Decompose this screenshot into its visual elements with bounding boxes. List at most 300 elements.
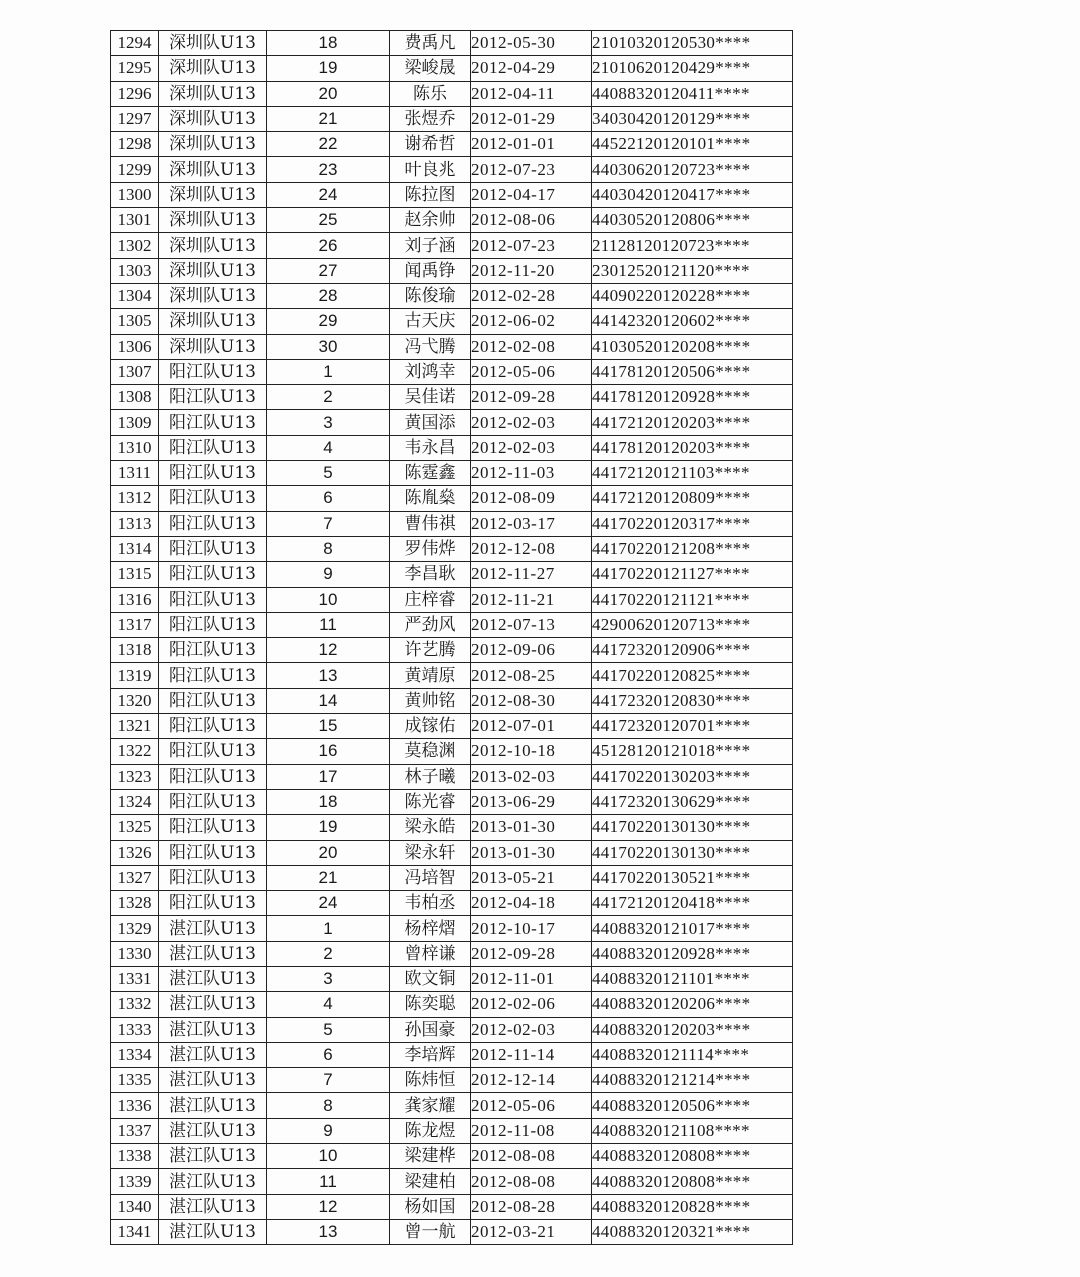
- table-row: [111, 1042, 793, 1067]
- jersey-number-cell: 2: [267, 385, 390, 410]
- id-number-cell: 44088320120411****: [592, 81, 793, 106]
- jersey-number-cell: 12: [267, 1194, 390, 1219]
- row-index-cell: 1336: [111, 1093, 159, 1118]
- table-row: [111, 309, 793, 334]
- birth-date-cell: 2012-08-08: [471, 1144, 592, 1169]
- birth-date-cell: 2012-02-28: [471, 283, 592, 308]
- birth-date-cell: 2012-08-30: [471, 688, 592, 713]
- team-cell: 湛江队U13: [159, 1118, 267, 1143]
- player-name-cell: 梁建桦: [390, 1144, 471, 1169]
- birth-date-cell: 2012-02-03: [471, 410, 592, 435]
- jersey-number-cell: 17: [267, 764, 390, 789]
- team-cell: 阳江队U13: [159, 612, 267, 637]
- player-name-cell: 刘子涵: [390, 233, 471, 258]
- team-cell: 深圳队U13: [159, 309, 267, 334]
- birth-date-cell: 2013-01-30: [471, 815, 592, 840]
- table-row: [111, 157, 793, 182]
- table-row: [111, 56, 793, 81]
- team-cell: 深圳队U13: [159, 106, 267, 131]
- id-number-cell: 44088320121017****: [592, 916, 793, 941]
- player-name-cell: 莫稳渊: [390, 739, 471, 764]
- team-cell: 阳江队U13: [159, 461, 267, 486]
- table-row: [111, 1194, 793, 1219]
- table-row: [111, 1219, 793, 1244]
- id-number-cell: 44170220130521****: [592, 865, 793, 890]
- id-number-cell: 44088320120808****: [592, 1144, 793, 1169]
- jersey-number-cell: 19: [267, 815, 390, 840]
- row-index-cell: 1315: [111, 562, 159, 587]
- jersey-number-cell: 13: [267, 663, 390, 688]
- jersey-number-cell: 15: [267, 714, 390, 739]
- birth-date-cell: 2012-08-09: [471, 486, 592, 511]
- id-number-cell: 44088320121108****: [592, 1118, 793, 1143]
- team-cell: 阳江队U13: [159, 663, 267, 688]
- player-name-cell: 杨如国: [390, 1194, 471, 1219]
- table-row: [111, 461, 793, 486]
- table-row: [111, 258, 793, 283]
- jersey-number-cell: 24: [267, 891, 390, 916]
- player-name-cell: 李昌耿: [390, 562, 471, 587]
- jersey-number-cell: 1: [267, 916, 390, 941]
- id-number-cell: 44088320121114****: [592, 1042, 793, 1067]
- table-row: [111, 840, 793, 865]
- id-number-cell: 44178120120928****: [592, 385, 793, 410]
- team-cell: 深圳队U13: [159, 233, 267, 258]
- birth-date-cell: 2012-10-17: [471, 916, 592, 941]
- table-row: [111, 132, 793, 157]
- birth-date-cell: 2012-09-06: [471, 638, 592, 663]
- table-row: [111, 789, 793, 814]
- id-number-cell: 44088320120928****: [592, 941, 793, 966]
- row-index-cell: 1334: [111, 1042, 159, 1067]
- row-index-cell: 1323: [111, 764, 159, 789]
- id-number-cell: 21010620120429****: [592, 56, 793, 81]
- team-cell: 湛江队U13: [159, 1042, 267, 1067]
- roster-body: [111, 31, 793, 1245]
- row-index-cell: 1341: [111, 1219, 159, 1244]
- jersey-number-cell: 20: [267, 81, 390, 106]
- table-row: [111, 233, 793, 258]
- table-row: [111, 334, 793, 359]
- birth-date-cell: 2012-11-27: [471, 562, 592, 587]
- id-number-cell: 44088320120203****: [592, 1017, 793, 1042]
- jersey-number-cell: 7: [267, 1068, 390, 1093]
- table-row: [111, 764, 793, 789]
- team-cell: 阳江队U13: [159, 435, 267, 460]
- jersey-number-cell: 7: [267, 511, 390, 536]
- table-row: [111, 385, 793, 410]
- team-cell: 阳江队U13: [159, 714, 267, 739]
- team-cell: 阳江队U13: [159, 385, 267, 410]
- id-number-cell: 44088320121101****: [592, 966, 793, 991]
- row-index-cell: 1324: [111, 789, 159, 814]
- player-name-cell: 陈霆鑫: [390, 461, 471, 486]
- team-cell: 湛江队U13: [159, 1194, 267, 1219]
- player-name-cell: 韦永昌: [390, 435, 471, 460]
- row-index-cell: 1310: [111, 435, 159, 460]
- player-name-cell: 龚家耀: [390, 1093, 471, 1118]
- table-row: [111, 562, 793, 587]
- team-cell: 湛江队U13: [159, 916, 267, 941]
- row-index-cell: 1303: [111, 258, 159, 283]
- id-number-cell: 44088320120828****: [592, 1194, 793, 1219]
- team-cell: 阳江队U13: [159, 789, 267, 814]
- table-row: [111, 106, 793, 131]
- jersey-number-cell: 25: [267, 208, 390, 233]
- birth-date-cell: 2012-11-08: [471, 1118, 592, 1143]
- id-number-cell: 23012520121120****: [592, 258, 793, 283]
- team-cell: 深圳队U13: [159, 208, 267, 233]
- team-cell: 湛江队U13: [159, 1017, 267, 1042]
- player-name-cell: 吴佳诺: [390, 385, 471, 410]
- jersey-number-cell: 12: [267, 638, 390, 663]
- player-name-cell: 陈俊瑜: [390, 283, 471, 308]
- jersey-number-cell: 14: [267, 688, 390, 713]
- birth-date-cell: 2012-05-06: [471, 359, 592, 384]
- birth-date-cell: 2012-08-08: [471, 1169, 592, 1194]
- table-row: [111, 486, 793, 511]
- player-name-cell: 梁永皓: [390, 815, 471, 840]
- row-index-cell: 1322: [111, 739, 159, 764]
- birth-date-cell: 2012-11-03: [471, 461, 592, 486]
- row-index-cell: 1294: [111, 31, 159, 56]
- player-name-cell: 孙国豪: [390, 1017, 471, 1042]
- player-name-cell: 黄靖原: [390, 663, 471, 688]
- id-number-cell: 21128120120723****: [592, 233, 793, 258]
- birth-date-cell: 2012-04-11: [471, 81, 592, 106]
- id-number-cell: 44170220121208****: [592, 536, 793, 561]
- id-number-cell: 44030520120806****: [592, 208, 793, 233]
- jersey-number-cell: 30: [267, 334, 390, 359]
- birth-date-cell: 2012-03-21: [471, 1219, 592, 1244]
- row-index-cell: 1320: [111, 688, 159, 713]
- row-index-cell: 1317: [111, 612, 159, 637]
- jersey-number-cell: 21: [267, 106, 390, 131]
- jersey-number-cell: 23: [267, 157, 390, 182]
- row-index-cell: 1340: [111, 1194, 159, 1219]
- id-number-cell: 44170220130130****: [592, 840, 793, 865]
- table-row: [111, 435, 793, 460]
- birth-date-cell: 2012-08-28: [471, 1194, 592, 1219]
- table-row: [111, 182, 793, 207]
- jersey-number-cell: 22: [267, 132, 390, 157]
- id-number-cell: 44088320120808****: [592, 1169, 793, 1194]
- row-index-cell: 1299: [111, 157, 159, 182]
- player-name-cell: 梁建柏: [390, 1169, 471, 1194]
- row-index-cell: 1316: [111, 587, 159, 612]
- id-number-cell: 44172120120418****: [592, 891, 793, 916]
- player-name-cell: 成镓佑: [390, 714, 471, 739]
- team-cell: 阳江队U13: [159, 536, 267, 561]
- id-number-cell: 44142320120602****: [592, 309, 793, 334]
- id-number-cell: 44088320120506****: [592, 1093, 793, 1118]
- row-index-cell: 1312: [111, 486, 159, 511]
- table-row: [111, 1169, 793, 1194]
- player-name-cell: 梁永轩: [390, 840, 471, 865]
- team-cell: 阳江队U13: [159, 840, 267, 865]
- team-cell: 湛江队U13: [159, 1169, 267, 1194]
- row-index-cell: 1318: [111, 638, 159, 663]
- birth-date-cell: 2012-11-14: [471, 1042, 592, 1067]
- table-row: [111, 1068, 793, 1093]
- player-name-cell: 杨梓熠: [390, 916, 471, 941]
- team-cell: 阳江队U13: [159, 359, 267, 384]
- table-row: [111, 587, 793, 612]
- row-index-cell: 1295: [111, 56, 159, 81]
- id-number-cell: 44170220121121****: [592, 587, 793, 612]
- player-name-cell: 严劲风: [390, 612, 471, 637]
- birth-date-cell: 2012-11-01: [471, 966, 592, 991]
- team-cell: 湛江队U13: [159, 1093, 267, 1118]
- row-index-cell: 1297: [111, 106, 159, 131]
- birth-date-cell: 2012-03-17: [471, 511, 592, 536]
- birth-date-cell: 2012-05-06: [471, 1093, 592, 1118]
- team-cell: 湛江队U13: [159, 1068, 267, 1093]
- player-name-cell: 陈炜恒: [390, 1068, 471, 1093]
- birth-date-cell: 2012-07-23: [471, 157, 592, 182]
- table-row: [111, 208, 793, 233]
- id-number-cell: 42900620120713****: [592, 612, 793, 637]
- jersey-number-cell: 11: [267, 612, 390, 637]
- table-row: [111, 283, 793, 308]
- birth-date-cell: 2012-07-13: [471, 612, 592, 637]
- table-row: [111, 81, 793, 106]
- table-row: [111, 410, 793, 435]
- table-row: [111, 359, 793, 384]
- row-index-cell: 1305: [111, 309, 159, 334]
- player-name-cell: 曾一航: [390, 1219, 471, 1244]
- birth-date-cell: 2012-12-08: [471, 536, 592, 561]
- row-index-cell: 1326: [111, 840, 159, 865]
- jersey-number-cell: 19: [267, 56, 390, 81]
- birth-date-cell: 2012-10-18: [471, 739, 592, 764]
- row-index-cell: 1300: [111, 182, 159, 207]
- id-number-cell: 41030520120208****: [592, 334, 793, 359]
- player-name-cell: 罗伟烨: [390, 536, 471, 561]
- id-number-cell: 44030620120723****: [592, 157, 793, 182]
- table-row: [111, 941, 793, 966]
- table-row: [111, 1118, 793, 1143]
- table-row: [111, 1017, 793, 1042]
- row-index-cell: 1333: [111, 1017, 159, 1042]
- jersey-number-cell: 3: [267, 966, 390, 991]
- team-cell: 阳江队U13: [159, 764, 267, 789]
- table-row: [111, 31, 793, 56]
- birth-date-cell: 2012-04-29: [471, 56, 592, 81]
- birth-date-cell: 2012-02-03: [471, 1017, 592, 1042]
- id-number-cell: 44172120120203****: [592, 410, 793, 435]
- player-name-cell: 许艺腾: [390, 638, 471, 663]
- row-index-cell: 1328: [111, 891, 159, 916]
- team-cell: 阳江队U13: [159, 638, 267, 663]
- jersey-number-cell: 6: [267, 486, 390, 511]
- row-index-cell: 1309: [111, 410, 159, 435]
- team-cell: 深圳队U13: [159, 182, 267, 207]
- table-row: [111, 688, 793, 713]
- player-name-cell: 陈光睿: [390, 789, 471, 814]
- jersey-number-cell: 9: [267, 562, 390, 587]
- player-name-cell: 古天庆: [390, 309, 471, 334]
- jersey-number-cell: 26: [267, 233, 390, 258]
- player-name-cell: 庄梓睿: [390, 587, 471, 612]
- player-name-cell: 梁峻晟: [390, 56, 471, 81]
- row-index-cell: 1331: [111, 966, 159, 991]
- row-index-cell: 1314: [111, 536, 159, 561]
- table-row: [111, 663, 793, 688]
- table-row: [111, 916, 793, 941]
- player-name-cell: 黄帅铭: [390, 688, 471, 713]
- team-cell: 深圳队U13: [159, 258, 267, 283]
- team-cell: 湛江队U13: [159, 966, 267, 991]
- team-cell: 阳江队U13: [159, 865, 267, 890]
- player-roster-table: [110, 30, 793, 1245]
- player-name-cell: 韦柏丞: [390, 891, 471, 916]
- table-row: [111, 1093, 793, 1118]
- jersey-number-cell: 27: [267, 258, 390, 283]
- jersey-number-cell: 8: [267, 1093, 390, 1118]
- id-number-cell: 44088320120321****: [592, 1219, 793, 1244]
- birth-date-cell: 2012-08-25: [471, 663, 592, 688]
- id-number-cell: 44172320120830****: [592, 688, 793, 713]
- id-number-cell: 44178120120506****: [592, 359, 793, 384]
- table-row: [111, 966, 793, 991]
- team-cell: 阳江队U13: [159, 739, 267, 764]
- player-name-cell: 陈胤燊: [390, 486, 471, 511]
- table-row: [111, 891, 793, 916]
- birth-date-cell: 2012-11-20: [471, 258, 592, 283]
- birth-date-cell: 2012-04-18: [471, 891, 592, 916]
- team-cell: 深圳队U13: [159, 132, 267, 157]
- row-index-cell: 1332: [111, 992, 159, 1017]
- team-cell: 阳江队U13: [159, 562, 267, 587]
- id-number-cell: 21010320120530****: [592, 31, 793, 56]
- birth-date-cell: 2012-09-28: [471, 941, 592, 966]
- birth-date-cell: 2012-01-29: [471, 106, 592, 131]
- birth-date-cell: 2012-02-03: [471, 435, 592, 460]
- team-cell: 阳江队U13: [159, 815, 267, 840]
- row-index-cell: 1296: [111, 81, 159, 106]
- birth-date-cell: 2012-07-23: [471, 233, 592, 258]
- birth-date-cell: 2013-02-03: [471, 764, 592, 789]
- birth-date-cell: 2013-01-30: [471, 840, 592, 865]
- row-index-cell: 1304: [111, 283, 159, 308]
- team-cell: 阳江队U13: [159, 410, 267, 435]
- jersey-number-cell: 13: [267, 1219, 390, 1244]
- birth-date-cell: 2012-06-02: [471, 309, 592, 334]
- team-cell: 深圳队U13: [159, 283, 267, 308]
- id-number-cell: 44172320120701****: [592, 714, 793, 739]
- row-index-cell: 1321: [111, 714, 159, 739]
- row-index-cell: 1319: [111, 663, 159, 688]
- table-row: [111, 815, 793, 840]
- team-cell: 湛江队U13: [159, 992, 267, 1017]
- team-cell: 湛江队U13: [159, 941, 267, 966]
- jersey-number-cell: 9: [267, 1118, 390, 1143]
- player-name-cell: 闻禹铮: [390, 258, 471, 283]
- player-name-cell: 黄国添: [390, 410, 471, 435]
- jersey-number-cell: 5: [267, 1017, 390, 1042]
- jersey-number-cell: 6: [267, 1042, 390, 1067]
- team-cell: 深圳队U13: [159, 31, 267, 56]
- row-index-cell: 1338: [111, 1144, 159, 1169]
- id-number-cell: 44090220120228****: [592, 283, 793, 308]
- id-number-cell: 44522120120101****: [592, 132, 793, 157]
- player-name-cell: 曹伟祺: [390, 511, 471, 536]
- team-cell: 深圳队U13: [159, 157, 267, 182]
- birth-date-cell: 2013-06-29: [471, 789, 592, 814]
- row-index-cell: 1329: [111, 916, 159, 941]
- team-cell: 深圳队U13: [159, 334, 267, 359]
- jersey-number-cell: 29: [267, 309, 390, 334]
- id-number-cell: 44030420120417****: [592, 182, 793, 207]
- table-row: [111, 992, 793, 1017]
- table-row: [111, 865, 793, 890]
- birth-date-cell: 2012-11-21: [471, 587, 592, 612]
- jersey-number-cell: 18: [267, 31, 390, 56]
- row-index-cell: 1302: [111, 233, 159, 258]
- row-index-cell: 1308: [111, 385, 159, 410]
- jersey-number-cell: 1: [267, 359, 390, 384]
- player-name-cell: 李培辉: [390, 1042, 471, 1067]
- row-index-cell: 1313: [111, 511, 159, 536]
- table-row: [111, 714, 793, 739]
- team-cell: 深圳队U13: [159, 56, 267, 81]
- jersey-number-cell: 20: [267, 840, 390, 865]
- jersey-number-cell: 21: [267, 865, 390, 890]
- jersey-number-cell: 4: [267, 992, 390, 1017]
- jersey-number-cell: 2: [267, 941, 390, 966]
- player-name-cell: 欧文铜: [390, 966, 471, 991]
- id-number-cell: 44170220130203****: [592, 764, 793, 789]
- row-index-cell: 1327: [111, 865, 159, 890]
- jersey-number-cell: 16: [267, 739, 390, 764]
- id-number-cell: 44170220120317****: [592, 511, 793, 536]
- player-name-cell: 费禹凡: [390, 31, 471, 56]
- player-name-cell: 张煜乔: [390, 106, 471, 131]
- row-index-cell: 1311: [111, 461, 159, 486]
- id-number-cell: 44172120121103****: [592, 461, 793, 486]
- jersey-number-cell: 24: [267, 182, 390, 207]
- team-cell: 阳江队U13: [159, 891, 267, 916]
- row-index-cell: 1301: [111, 208, 159, 233]
- jersey-number-cell: 11: [267, 1169, 390, 1194]
- birth-date-cell: 2012-05-30: [471, 31, 592, 56]
- table-row: [111, 612, 793, 637]
- row-index-cell: 1337: [111, 1118, 159, 1143]
- birth-date-cell: 2012-07-01: [471, 714, 592, 739]
- row-index-cell: 1330: [111, 941, 159, 966]
- birth-date-cell: 2012-12-14: [471, 1068, 592, 1093]
- birth-date-cell: 2012-04-17: [471, 182, 592, 207]
- player-name-cell: 赵余帅: [390, 208, 471, 233]
- team-cell: 湛江队U13: [159, 1144, 267, 1169]
- team-cell: 深圳队U13: [159, 81, 267, 106]
- team-cell: 阳江队U13: [159, 688, 267, 713]
- table-row: [111, 739, 793, 764]
- player-name-cell: 陈乐: [390, 81, 471, 106]
- birth-date-cell: 2012-08-06: [471, 208, 592, 233]
- birth-date-cell: 2012-02-06: [471, 992, 592, 1017]
- row-index-cell: 1335: [111, 1068, 159, 1093]
- table-row: [111, 511, 793, 536]
- player-name-cell: 谢希哲: [390, 132, 471, 157]
- player-name-cell: 刘鸿幸: [390, 359, 471, 384]
- player-name-cell: 叶良兆: [390, 157, 471, 182]
- row-index-cell: 1325: [111, 815, 159, 840]
- jersey-number-cell: 28: [267, 283, 390, 308]
- jersey-number-cell: 18: [267, 789, 390, 814]
- jersey-number-cell: 10: [267, 587, 390, 612]
